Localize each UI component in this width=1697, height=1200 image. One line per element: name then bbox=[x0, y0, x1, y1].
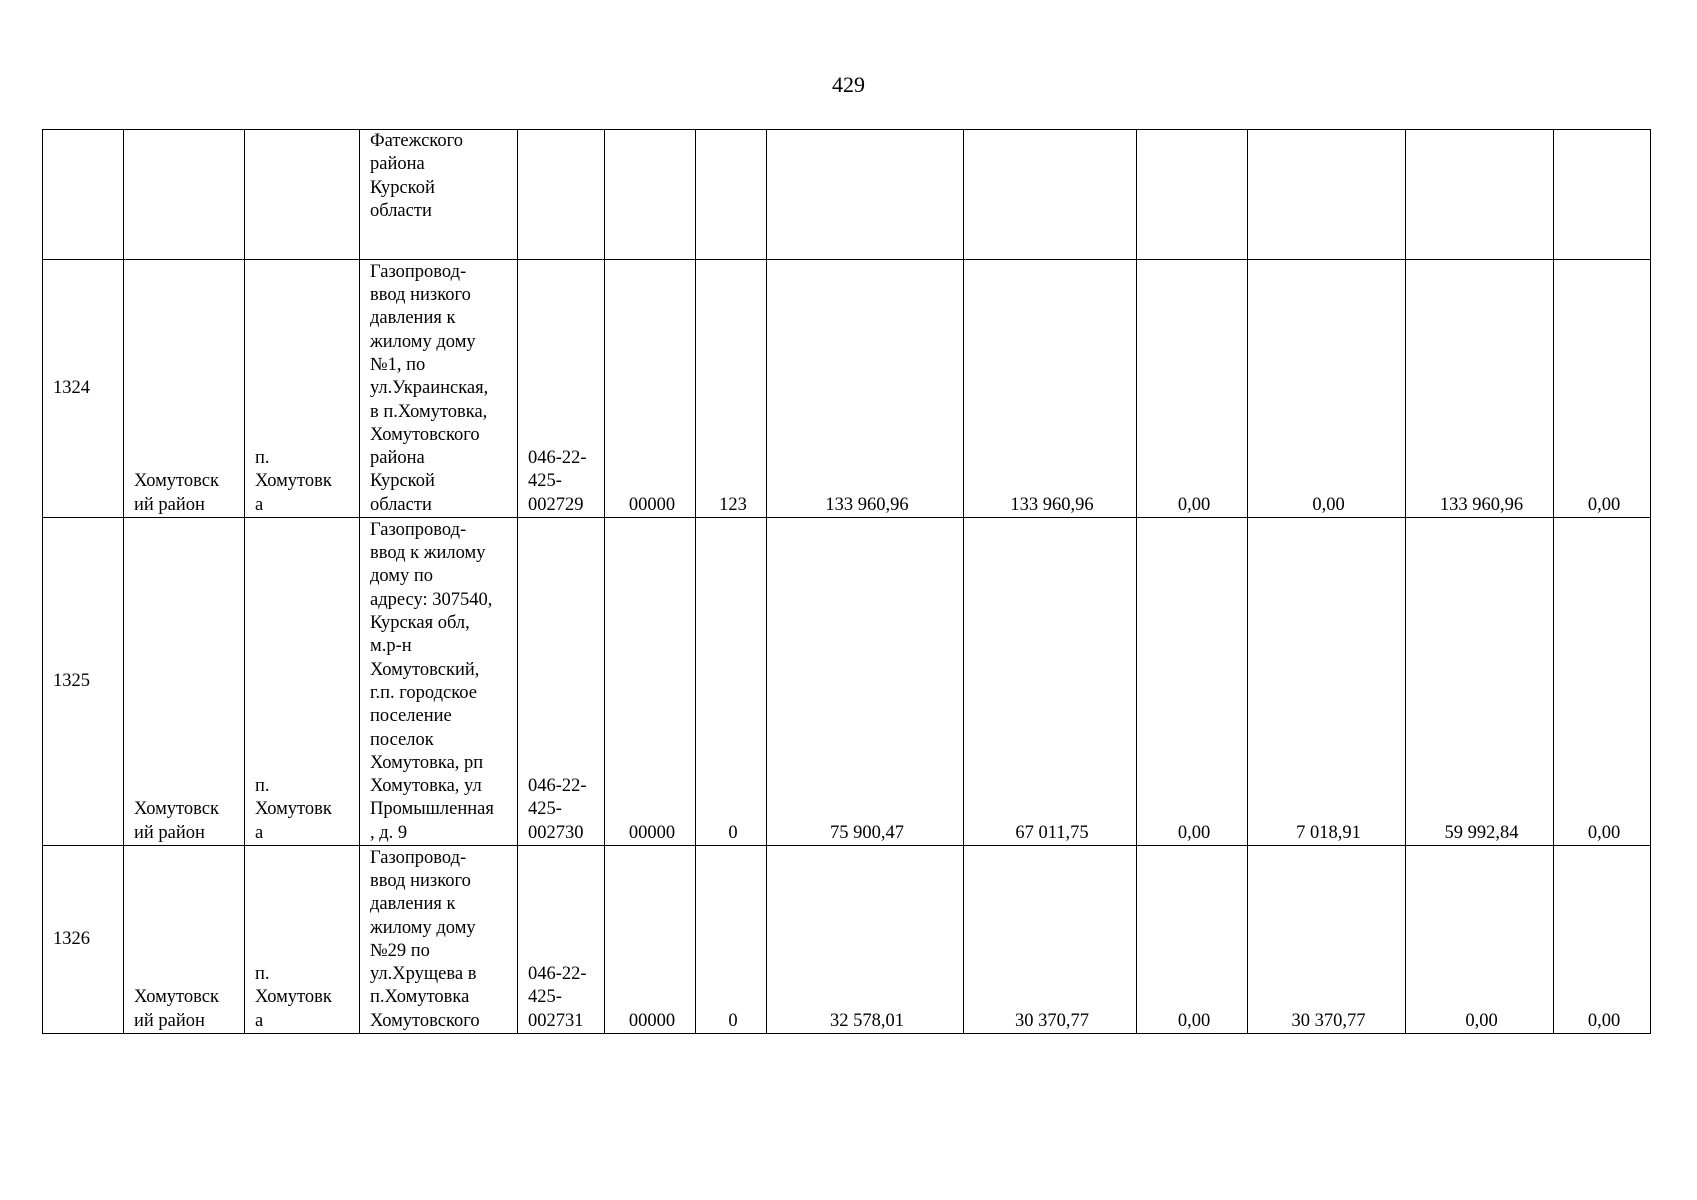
cell-value-col11 bbox=[1248, 846, 1406, 1034]
cell-text-line: Газопровод- bbox=[370, 519, 467, 540]
cell-text-line: 002729 bbox=[528, 494, 584, 515]
cell-text: 30 370,77 bbox=[1291, 1010, 1366, 1031]
cell-text-line: ий район bbox=[134, 1010, 205, 1031]
page-number: 429 bbox=[832, 72, 865, 97]
cell-text-line: 046-22- bbox=[528, 964, 587, 985]
cell-text: 1324 bbox=[53, 377, 90, 398]
cell-text-line: района bbox=[370, 154, 425, 175]
cell-text-line: г.п. городское bbox=[370, 682, 477, 703]
cell-text-line: Хомутовского bbox=[370, 1010, 480, 1031]
cell-text: 0 bbox=[728, 822, 738, 843]
cell-value-col12 bbox=[1406, 846, 1554, 1034]
cell-value-col11 bbox=[1248, 130, 1406, 260]
cell-text-line: №1, по bbox=[370, 354, 426, 375]
cell-text-line: ввод низкого bbox=[370, 285, 471, 306]
cell-code-suffix bbox=[605, 846, 696, 1034]
cell-text: 0,00 bbox=[1177, 822, 1211, 843]
cell-district bbox=[124, 260, 245, 518]
cell-text-line: Хомутовка, рп bbox=[370, 752, 484, 773]
cell-text-line: п. bbox=[255, 448, 270, 469]
cell-row-number bbox=[43, 260, 124, 518]
cell-text-line: Промышленная bbox=[370, 799, 494, 820]
cell-value-col10 bbox=[1137, 518, 1248, 846]
cell-text: 7 018,91 bbox=[1296, 822, 1361, 843]
table-body bbox=[43, 130, 1651, 1034]
cell-value-col13 bbox=[1554, 846, 1651, 1034]
cell-cadastral-code bbox=[518, 846, 605, 1034]
cell-length bbox=[696, 518, 767, 846]
cell-text-line: ий район bbox=[134, 494, 205, 515]
cell-text-line: жилому дому bbox=[370, 331, 476, 352]
cell-value-col11 bbox=[1248, 260, 1406, 518]
cell-text: 1326 bbox=[53, 928, 90, 949]
cell-text: 00000 bbox=[628, 494, 676, 515]
cell-value-initial bbox=[767, 846, 964, 1034]
cell-text: 30 370,77 bbox=[1015, 1010, 1089, 1031]
cell-cadastral-code bbox=[518, 260, 605, 518]
cell-row-number bbox=[43, 846, 124, 1034]
cell-text: 59 992,84 bbox=[1444, 822, 1519, 843]
cell-text-line: дому по bbox=[370, 566, 434, 587]
cell-code-suffix bbox=[605, 130, 696, 260]
cell-text-line: Курской bbox=[370, 471, 435, 492]
cell-value-col10 bbox=[1137, 260, 1248, 518]
cell-text: 133 960,96 bbox=[1439, 494, 1524, 515]
cell-value-col12 bbox=[1406, 518, 1554, 846]
cell-text-line: жилому дому bbox=[370, 917, 476, 938]
cell-text: 0,00 bbox=[1177, 1010, 1211, 1031]
cell-settlement bbox=[245, 130, 360, 260]
cell-settlement bbox=[245, 260, 360, 518]
cell-text: 0,00 bbox=[1312, 494, 1345, 515]
cell-value-col12 bbox=[1406, 260, 1554, 518]
cell-row-number bbox=[43, 130, 124, 260]
cell-value-col10 bbox=[1137, 846, 1248, 1034]
cell-text-line: Хомутовск bbox=[134, 987, 219, 1008]
cell-text: 1325 bbox=[53, 670, 90, 691]
cell-text: 67 011,75 bbox=[1015, 822, 1089, 843]
cell-object-name bbox=[360, 518, 518, 846]
registry-table bbox=[42, 129, 1651, 1034]
cell-value-col13 bbox=[1554, 518, 1651, 846]
cell-code-suffix bbox=[605, 518, 696, 846]
cell-text-line: Хомутовского bbox=[370, 424, 480, 445]
cell-length bbox=[696, 260, 767, 518]
cell-value-balance bbox=[964, 518, 1137, 846]
table-row bbox=[43, 130, 1651, 260]
cell-text-line: ий район bbox=[134, 822, 205, 843]
cell-value-col10 bbox=[1137, 130, 1248, 260]
cell-text-line: района bbox=[370, 448, 425, 469]
cell-text: 32 578,01 bbox=[830, 1010, 904, 1031]
cell-district bbox=[124, 130, 245, 260]
cell-text-line: ул.Хрущева в bbox=[370, 964, 477, 985]
cell-text-line: м.р-н bbox=[370, 636, 412, 657]
cell-text: 00000 bbox=[628, 1010, 676, 1031]
table-row bbox=[43, 846, 1651, 1034]
cell-text-line: п.Хомутовка bbox=[370, 987, 470, 1008]
cell-length bbox=[696, 130, 767, 260]
cell-settlement bbox=[245, 518, 360, 846]
cell-text-line: №29 по bbox=[370, 940, 430, 961]
cell-text-line: Газопровод- bbox=[370, 847, 467, 868]
cell-code-suffix bbox=[605, 260, 696, 518]
cell-row-number bbox=[43, 518, 124, 846]
cell-text: 0,00 bbox=[1177, 494, 1211, 515]
cell-text: 133 960,96 bbox=[825, 494, 909, 515]
cell-text-line: 425- bbox=[528, 799, 562, 820]
cell-text-line: Курской bbox=[370, 177, 435, 198]
cell-text-line: Хомутовк bbox=[255, 799, 332, 820]
cell-text-line: 425- bbox=[528, 471, 562, 492]
cell-text-line: Хомутовск bbox=[134, 799, 219, 820]
cell-text-line: ввод к жилому bbox=[370, 543, 486, 564]
cell-value-col13 bbox=[1554, 260, 1651, 518]
cell-district bbox=[124, 518, 245, 846]
cell-text-line: в п.Хомутовка, bbox=[370, 401, 488, 422]
cell-value-col13 bbox=[1554, 130, 1651, 260]
cell-cadastral-code bbox=[518, 518, 605, 846]
cell-settlement bbox=[245, 846, 360, 1034]
cell-text-line: п. bbox=[255, 964, 270, 985]
cell-value-initial bbox=[767, 260, 964, 518]
cell-text: 0,00 bbox=[1465, 1010, 1498, 1031]
cell-text-line: а bbox=[255, 822, 264, 843]
cell-length bbox=[696, 846, 767, 1034]
cell-text-line: Фатежского bbox=[370, 131, 463, 151]
cell-object-name bbox=[360, 846, 518, 1034]
cell-text-line: Газопровод- bbox=[370, 261, 467, 282]
cell-text-line: , д. 9 bbox=[370, 822, 408, 843]
cell-text-line: 425- bbox=[528, 987, 562, 1008]
cell-text-line: давления к bbox=[370, 894, 456, 915]
cell-text-line: Хомутовск bbox=[134, 471, 219, 492]
cell-text-line: адресу: 307540, bbox=[370, 589, 493, 610]
cell-text-line: поселок bbox=[370, 729, 434, 750]
cell-text-line: п. bbox=[255, 776, 270, 797]
cell-text-line: а bbox=[255, 494, 264, 515]
cell-text-line: 046-22- bbox=[528, 776, 587, 797]
cell-text-line: давления к bbox=[370, 308, 456, 329]
cell-text-line: области bbox=[370, 200, 432, 221]
cell-text-line: 046-22- bbox=[528, 448, 587, 469]
cell-text: 75 900,47 bbox=[830, 822, 904, 843]
cell-text: 123 bbox=[719, 494, 747, 515]
cell-text-line: Хомутовк bbox=[255, 471, 332, 492]
table-row bbox=[43, 260, 1651, 518]
cell-text: 0,00 bbox=[1587, 494, 1621, 515]
cell-cadastral-code bbox=[518, 130, 605, 260]
cell-text-line: 002730 bbox=[528, 822, 584, 843]
table-row bbox=[43, 518, 1651, 846]
cell-text-line: ул.Украинская, bbox=[370, 378, 489, 399]
cell-value-col12 bbox=[1406, 130, 1554, 260]
cell-value-balance bbox=[964, 130, 1137, 260]
cell-text: 133 960,96 bbox=[1010, 494, 1094, 515]
cell-district bbox=[124, 846, 245, 1034]
cell-text-line: области bbox=[370, 494, 432, 515]
cell-text-line: ввод низкого bbox=[370, 870, 471, 891]
cell-value-balance bbox=[964, 260, 1137, 518]
cell-text-line: а bbox=[255, 1010, 264, 1031]
cell-text-line: поселение bbox=[370, 706, 452, 727]
cell-value-col11 bbox=[1248, 518, 1406, 846]
cell-object-name bbox=[360, 130, 518, 260]
cell-object-name bbox=[360, 260, 518, 518]
cell-text: 0,00 bbox=[1587, 822, 1621, 843]
cell-text-line: Хомутовский, bbox=[370, 659, 480, 680]
cell-text-line: Курская обл, bbox=[370, 613, 470, 634]
cell-value-initial bbox=[767, 130, 964, 260]
cell-text: 00000 bbox=[628, 822, 676, 843]
cell-text-line: Хомутовк bbox=[255, 987, 332, 1008]
cell-text-line: Хомутовка, ул bbox=[370, 776, 482, 797]
cell-value-balance bbox=[964, 846, 1137, 1034]
cell-text: 0 bbox=[728, 1010, 738, 1031]
cell-value-initial bbox=[767, 518, 964, 846]
cell-text: 0,00 bbox=[1587, 1010, 1621, 1031]
cell-text-line: 002731 bbox=[528, 1010, 584, 1031]
